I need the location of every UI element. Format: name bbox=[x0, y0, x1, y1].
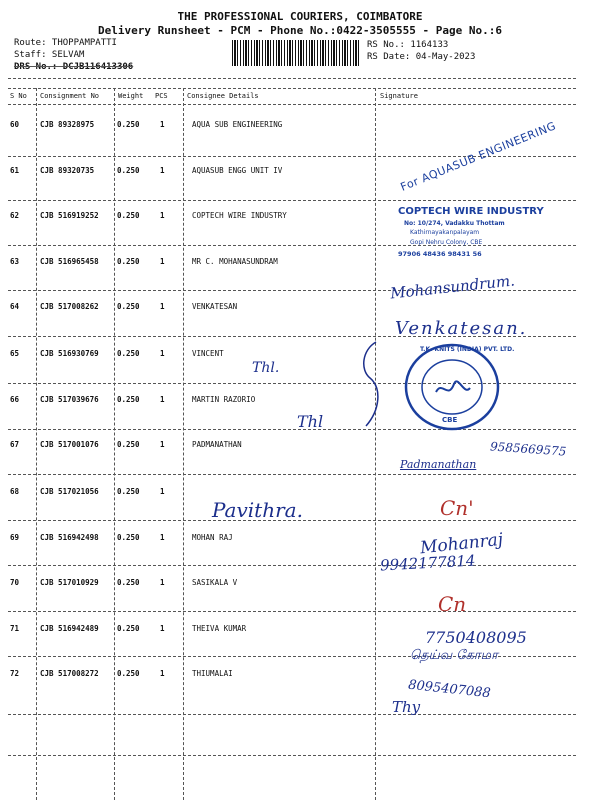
seal-text: T.K. KNITS (INDIA) PVT. LTD. bbox=[420, 346, 515, 353]
route-label: Route: THOPPAMPATTI bbox=[14, 38, 117, 48]
row-pcs: 1 bbox=[160, 669, 165, 678]
phone-number: 7750408095 bbox=[425, 628, 527, 647]
row-consignment: CJB 517008272 bbox=[40, 669, 99, 678]
row-sno: 67 bbox=[10, 440, 20, 449]
delivery-mark: Cn bbox=[438, 592, 467, 616]
col-header-weight: Weight bbox=[118, 92, 144, 100]
row-consignment: CJB 516942498 bbox=[40, 533, 99, 542]
row-pcs: 1 bbox=[160, 578, 165, 587]
row-weight: 0.250 bbox=[117, 302, 140, 311]
signature: Padmanathan bbox=[400, 458, 477, 471]
row-consignment: CJB 516930769 bbox=[40, 349, 99, 358]
phone-number: 9585669575 bbox=[489, 439, 567, 459]
row-pcs: 1 bbox=[160, 487, 165, 496]
row-consignment: CJB 517039676 bbox=[40, 395, 99, 404]
row-consignee: MOHAN RAJ bbox=[192, 533, 233, 542]
runsheet-subtitle: Delivery Runsheet - PCM - Phone No.:0422-3505555 - Page No.:6 bbox=[98, 24, 502, 37]
signature: Pavithra. bbox=[212, 498, 303, 522]
row-rule bbox=[8, 565, 576, 566]
col-header-pcs: PCS bbox=[155, 92, 168, 100]
scribble-mark bbox=[358, 340, 388, 430]
table-row bbox=[0, 533, 600, 579]
drs-number: DRS No.: DCJB116413306 bbox=[14, 62, 134, 72]
row-sno: 64 bbox=[10, 302, 20, 311]
row-rule bbox=[8, 611, 576, 612]
row-pcs: 1 bbox=[160, 257, 165, 266]
col-header-consignee: Consignee Details bbox=[187, 92, 259, 100]
row-pcs: 1 bbox=[160, 349, 165, 358]
signature: Thy bbox=[392, 698, 421, 716]
row-sno: 66 bbox=[10, 395, 20, 404]
row-weight: 0.250 bbox=[117, 211, 140, 220]
staff-label: Staff: SELVAM bbox=[14, 50, 85, 60]
row-consignment: CJB 517021056 bbox=[40, 487, 99, 496]
col-header-consignment: Consignment No bbox=[40, 92, 100, 100]
row-weight: 0.250 bbox=[117, 120, 140, 129]
row-weight: 0.250 bbox=[117, 533, 140, 542]
signature: Venkatesan. bbox=[395, 318, 528, 339]
row-weight: 0.250 bbox=[117, 349, 140, 358]
row-pcs: 1 bbox=[160, 302, 165, 311]
row-consignee: AQUA SUB ENGINEERING bbox=[192, 120, 283, 129]
table-header-rule bbox=[8, 104, 576, 105]
aquasub-stamp: For AQUASUB ENGINEERING bbox=[398, 119, 558, 194]
table-row bbox=[0, 578, 600, 624]
coptech-stamp-address: Kathirnayakanpalayam bbox=[410, 229, 480, 236]
table-top-rule bbox=[8, 78, 576, 79]
row-sno: 71 bbox=[10, 624, 20, 633]
barcode bbox=[232, 40, 360, 66]
row-pcs: 1 bbox=[160, 395, 165, 404]
row-weight: 0.250 bbox=[117, 624, 140, 633]
row-consignment: CJB 89328975 bbox=[40, 120, 95, 129]
row-rule bbox=[8, 755, 576, 756]
row-consignment: CJB 517008262 bbox=[40, 302, 99, 311]
row-consignee: VINCENT bbox=[192, 349, 224, 358]
row-pcs: 1 bbox=[160, 120, 165, 129]
row-pcs: 1 bbox=[160, 166, 165, 175]
row-weight: 0.250 bbox=[117, 395, 140, 404]
row-pcs: 1 bbox=[160, 533, 165, 542]
phone-number: 8095407088 bbox=[407, 677, 492, 702]
row-consignment: CJB 517010929 bbox=[40, 578, 99, 587]
col-header-sno: S No bbox=[10, 92, 27, 100]
row-sno: 65 bbox=[10, 349, 20, 358]
row-consignee: MR C. MOHANASUNDRAM bbox=[192, 257, 278, 266]
signature: Mohanraj bbox=[419, 529, 505, 559]
row-weight: 0.250 bbox=[117, 578, 140, 587]
col-header-signature: Signature bbox=[380, 92, 418, 100]
row-rule bbox=[8, 200, 576, 201]
row-weight: 0.250 bbox=[117, 669, 140, 678]
row-consignment: CJB 516919252 bbox=[40, 211, 99, 220]
row-consignment: CJB 516942489 bbox=[40, 624, 99, 633]
row-pcs: 1 bbox=[160, 624, 165, 633]
row-consignee: THIUMALAI bbox=[192, 669, 233, 678]
table-row bbox=[0, 669, 600, 715]
row-rule bbox=[8, 474, 576, 475]
row-consignee: MARTIN RAZORIO bbox=[192, 395, 256, 404]
signature: தெய்வ கோமா bbox=[410, 648, 498, 663]
row-sno: 68 bbox=[10, 487, 20, 496]
row-weight: 0.250 bbox=[117, 487, 140, 496]
delivery-mark: Cn' bbox=[440, 496, 474, 520]
coptech-stamp-address: Gopi Nehru Colony, CBE bbox=[410, 239, 483, 246]
row-weight: 0.250 bbox=[117, 257, 140, 266]
row-consignment: CJB 516965458 bbox=[40, 257, 99, 266]
row-consignment: CJB 517001076 bbox=[40, 440, 99, 449]
row-consignment: CJB 89320735 bbox=[40, 166, 95, 175]
row-weight: 0.250 bbox=[117, 440, 140, 449]
table-row bbox=[0, 211, 600, 257]
row-consignee: SASIKALA V bbox=[192, 578, 238, 587]
rs-number: RS No.: 1164133 bbox=[367, 40, 449, 50]
row-consignee: VENKATESAN bbox=[192, 302, 238, 311]
row-consignee: COPTECH WIRE INDUSTRY bbox=[192, 211, 287, 220]
row-weight: 0.250 bbox=[117, 166, 140, 175]
coptech-stamp-phone: 97906 48436 98431 56 bbox=[398, 250, 482, 258]
row-rule bbox=[8, 245, 576, 246]
coptech-stamp-name: COPTECH WIRE INDUSTRY bbox=[398, 206, 544, 217]
row-pcs: 1 bbox=[160, 440, 165, 449]
row-sno: 60 bbox=[10, 120, 20, 129]
coptech-stamp-address: No: 10/274, Vadakku Thottam bbox=[404, 220, 505, 227]
row-sno: 72 bbox=[10, 669, 20, 678]
row-consignee: AQUASUB ENGG UNIT IV bbox=[192, 166, 283, 175]
row-pcs: 1 bbox=[160, 211, 165, 220]
seal-city: CBE bbox=[442, 416, 458, 424]
row-consignee: PADMANATHAN bbox=[192, 440, 242, 449]
signature: Thl bbox=[297, 412, 324, 431]
row-sno: 61 bbox=[10, 166, 20, 175]
signature: Thl. bbox=[252, 360, 280, 376]
row-consignee: THEIVA KUMAR bbox=[192, 624, 247, 633]
table-row bbox=[0, 349, 600, 395]
table-rule bbox=[8, 88, 576, 89]
row-sno: 62 bbox=[10, 211, 20, 220]
row-sno: 63 bbox=[10, 257, 20, 266]
rs-date: RS Date: 04-May-2023 bbox=[367, 52, 476, 62]
phone-number: 9942177814 bbox=[379, 551, 476, 575]
company-title: THE PROFESSIONAL COURIERS, COIMBATORE bbox=[177, 10, 423, 23]
signature: Mohansundrum. bbox=[389, 271, 516, 303]
row-sno: 70 bbox=[10, 578, 20, 587]
row-sno: 69 bbox=[10, 533, 20, 542]
row-rule bbox=[8, 714, 576, 715]
